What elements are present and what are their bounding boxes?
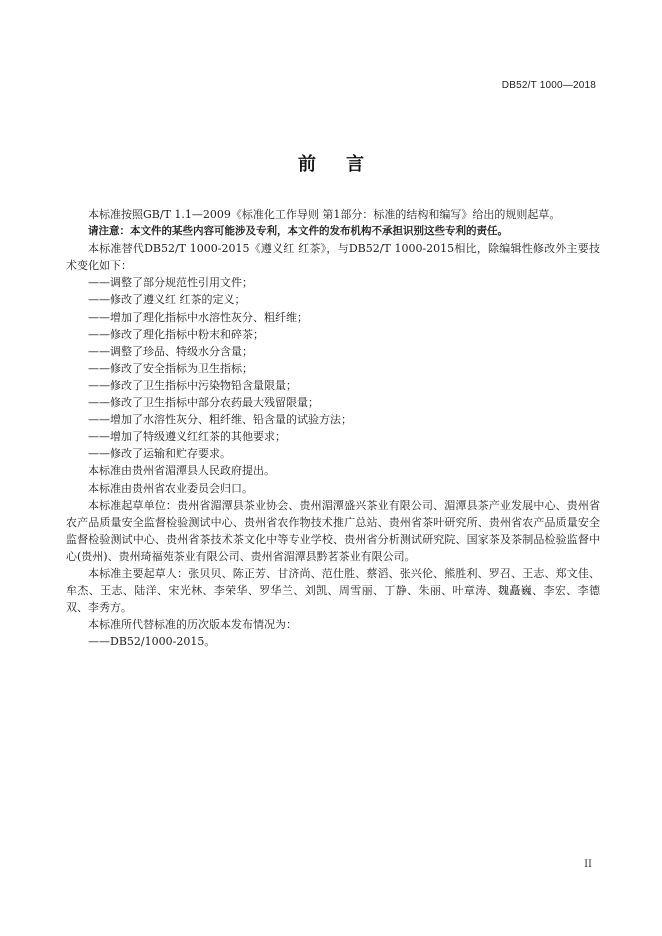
change-item: ——调整了部分规范性引用文件； xyxy=(88,276,253,290)
proposed-by-paragraph: 本标准由贵州省湄潭县人民政府提出。 xyxy=(88,464,275,478)
patent-notice: 请注意：本文件的某些内容可能涉及专利，本文件的发布机构不承担识别这些专利的责任。 xyxy=(88,225,508,238)
change-item: ——修改了理化指标中粉末和碎茶； xyxy=(88,327,264,341)
replacement-paragraph: 本标准替代DB52/T 1000-2015《遵义红 红茶》，与DB52/T 1000-2015相比，除编辑性修改外主要技术变化如下： xyxy=(66,242,600,273)
change-item: ——增加了水溶性灰分、粗纤维、铅含量的试验方法； xyxy=(88,413,352,427)
standard-code: DB52/T 1000—2018 xyxy=(501,80,596,91)
change-item: ——修改了卫生指标中部分农药最大残留限量； xyxy=(88,396,319,410)
page-number: II xyxy=(584,859,592,870)
drafters-paragraph: 本标准主要起草人：张贝贝、陈正芳、甘济尚、范仕胜、蔡滔、张兴伦、熊胜利、罗召、王志、郑文佳、牟杰、王志、陆洋、宋光林、李荣华、罗华兰、刘凯、周雪丽、丁静、朱丽、叶章涛、魏矗巍、李宏、李德双、李秀方。 xyxy=(66,566,600,615)
managed-by-paragraph: 本标准由贵州省农业委员会归口。 xyxy=(88,481,253,495)
change-item: ——调整了珍品、特级水分含量； xyxy=(88,344,253,358)
drafting-rules-paragraph: 本标准按照GB/T 1.1—2009《标准化工作导则 第1部分：标准的结构和编写》给出的规则起草。 xyxy=(88,208,561,221)
change-item: ——增加了特级遵义红红茶的其他要求； xyxy=(88,430,286,444)
document-body xyxy=(66,206,600,650)
drafting-units-paragraph: 本标准起草单位：贵州省湄潭县茶业协会、贵州湄潭盛兴茶业有限公司、湄潭县茶产业发展中心、贵州省农产品质量安全监督检验测试中心、贵州省农作物技术推广总站、贵州省茶叶研究所、贵州省农产品质量安全监督检验测试中心、贵州省茶技术茶文化中等专业学校、贵州省分析测试研究院、国家茶及茶制品检验监督中心(贵州)、贵州琦福苑茶业有限公司、贵州省湄潭县黔茗茶业有限公司。 xyxy=(66,498,600,563)
history-intro-paragraph: 本标准所代替标准的历次版本发布情况为： xyxy=(88,618,297,632)
change-item: ——修改了运输和贮存要求。 xyxy=(88,447,231,461)
history-item: ——DB52/1000-2015。 xyxy=(88,635,216,649)
change-item: ——修改了卫生指标中污染物铅含量限量； xyxy=(88,378,297,392)
change-item: ——修改了安全指标为卫生指标； xyxy=(88,361,253,375)
page-title: 前言 xyxy=(298,154,394,175)
change-item: ——增加了理化指标中水溶性灰分、粗纤维； xyxy=(88,310,308,324)
change-item: ——修改了遵义红 红茶的定义； xyxy=(88,293,246,307)
